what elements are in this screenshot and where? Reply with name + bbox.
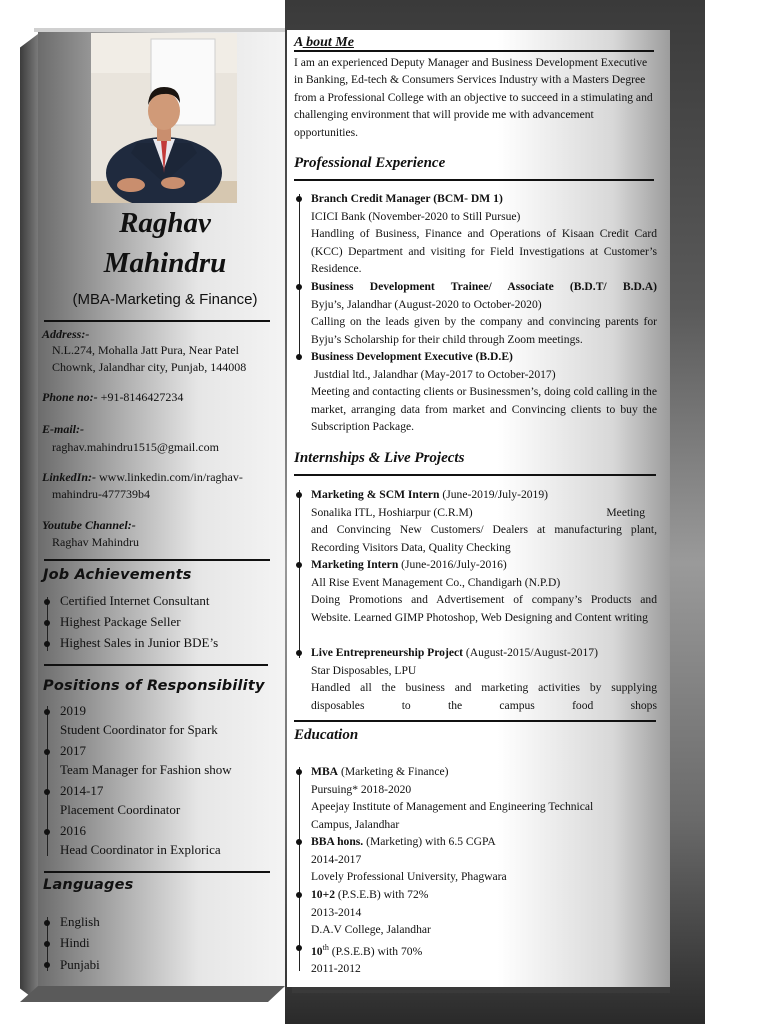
bullet [44,920,50,926]
about-text: I am an experienced Deputy Manager and Business Development Executive in Banking, Ed-tech & Consumers Services Industry with a Masters Degree from a Professional College with an objective to succeed in a stimulating and challenging environment that will provide me with advancement opportunities. [294,56,653,139]
language-item: Punjabi [60,957,100,972]
divider [294,179,654,181]
job-achievements-title: Job Achievements [43,567,192,583]
profile-photo [91,33,237,203]
bullet [44,962,50,968]
name-first: Raghav [119,207,211,239]
email-label: E-mail:- [42,422,84,436]
email-value: raghav.mahindru1515@gmail.com [52,440,219,454]
bullet [296,354,302,360]
bullet [44,709,50,715]
divider [44,871,270,873]
experience-item: Business Development Executive (B.D.E) Justdial ltd., Jalandhar (May-2017 to October-2017) Meeting and contacting clients or Businessmen’s, doing cold calling in the market, arranging data from market and Convincing clients to buy the Subscription Package. [311,350,657,434]
bullet [44,829,50,835]
linkedin-label: LinkedIn:- [42,470,96,484]
position-role: Head Coordinator in Explorica [60,842,221,857]
bullet [296,769,302,775]
divider [44,664,268,666]
bullet [44,789,50,795]
language-item: Hindi [60,935,90,950]
achievement-item: Certified Internet Consultant [60,593,210,608]
position-year: 2014-17 [60,783,104,798]
position-year: 2016 [60,823,86,838]
position-year: 2019 [60,703,86,718]
experience-title: Professional Experience [294,155,446,171]
address-label: Address:- [42,327,90,341]
languages-title: Languages [43,877,134,893]
internships-title: Internships & Live Projects [294,450,465,466]
bullet [296,284,302,290]
bullet [296,196,302,202]
page-background-margin [705,0,768,1024]
achievement-item: Highest Sales in Junior BDE’s [60,635,219,650]
bullet [296,562,302,568]
bullet [296,892,302,898]
experience-item: Business Development Trainee/ Associate (B.D.T/ B.D.A) Byju’s, Jalandhar (August-2020 to October-2020) Calling on the leads given by the company and convincing parents for Byju’s Scholarship for their child through Zoom meetings. [311,280,657,346]
degree-subtitle: (MBA-Marketing & Finance) [72,291,258,308]
position-role: Student Coordinator for Spark [60,722,218,737]
address-line-1: N.L.274, Mohalla Jatt Pura, Near Patel [52,343,239,357]
divider [44,559,270,561]
about-title: A bout Me [294,35,354,50]
youtube-value: Raghav Mahindru [52,535,139,549]
bullet [296,839,302,845]
phone-row [42,390,282,405]
education-item: 10th (P.S.E.B) with 70% 2011-2012 [311,943,423,976]
divider [294,474,656,476]
address-line-2: Chownk, Jalandhar city, Punjab, 144008 [52,360,247,374]
bullet [44,641,50,647]
language-item: English [60,914,100,929]
experience-item: Branch Credit Manager (BCM- DM 1) ICICI Bank (November-2020 to Still Pursue) Handling of Business, Finance and Operations of Kisaan Credit Card (KCC) Department and visiting for Field Investigations at Customer’s Residence. [311,192,657,276]
panel-shadow [292,987,670,993]
divider [294,50,654,52]
position-year: 2017 [60,743,86,758]
divider [44,320,270,322]
name-last: Mahindru [103,247,227,279]
achievement-item: Highest Package Seller [60,614,181,629]
phone-value: +91-8146427234 [100,390,184,404]
education-title: Education [294,727,359,743]
education-item: 10+2 (P.S.E.B) with 72% 2013-2014 D.A.V College, Jalandhar [311,888,431,937]
linkedin-row [42,470,282,485]
bullet [44,599,50,605]
education-item: BBA hons. (Marketing) with 6.5 CGPA 2014-2017 Lovely Professional University, Phagwara [311,835,507,884]
internship-item: Marketing Intern (June-2016/July-2016) All Rise Event Management Co., Chandigarh (N.P.D) Doing Promotions and Advertisement of company’s Products and Website. Learned GIMP Photoshop, Web Designing and Content writing [311,558,657,624]
bullet [296,945,302,951]
education-item: MBA (Marketing & Finance) Pursuing* 2018-2020 Apeejay Institute of Management and Engineering Technical Campus, Jalandhar [311,765,594,831]
bullet [44,620,50,626]
bullet [296,492,302,498]
linkedin-value-2: mahindru-477739b4 [52,487,150,501]
divider [294,720,656,722]
positions-title: Positions of Responsibility [43,678,265,694]
bullet [44,941,50,947]
bullet [44,749,50,755]
linkedin-value-1: www.linkedin.com/in/raghav- [99,470,243,484]
position-role: Placement Coordinator [60,802,181,817]
position-role: Team Manager for Fashion show [60,762,232,777]
internship-item: Live Entrepreneurship Project (August-2015/August-2017) Star Disposables, LPU Handled all the business and marketing activities by supplying disposables to the campus food shops [311,646,657,712]
youtube-label: Youtube Channel:- [42,518,136,532]
internship-item: Marketing & SCM Intern (June-2019/July-2019) Sonalika ITL, Hoshiarpur (C.R.M) Meeting and Convincing New Customers/ Dealers at manufacturing plant, Recording Visitors Data, Quality Checking [311,488,657,554]
phone-label: Phone no:- [42,390,98,404]
bullet [296,650,302,656]
